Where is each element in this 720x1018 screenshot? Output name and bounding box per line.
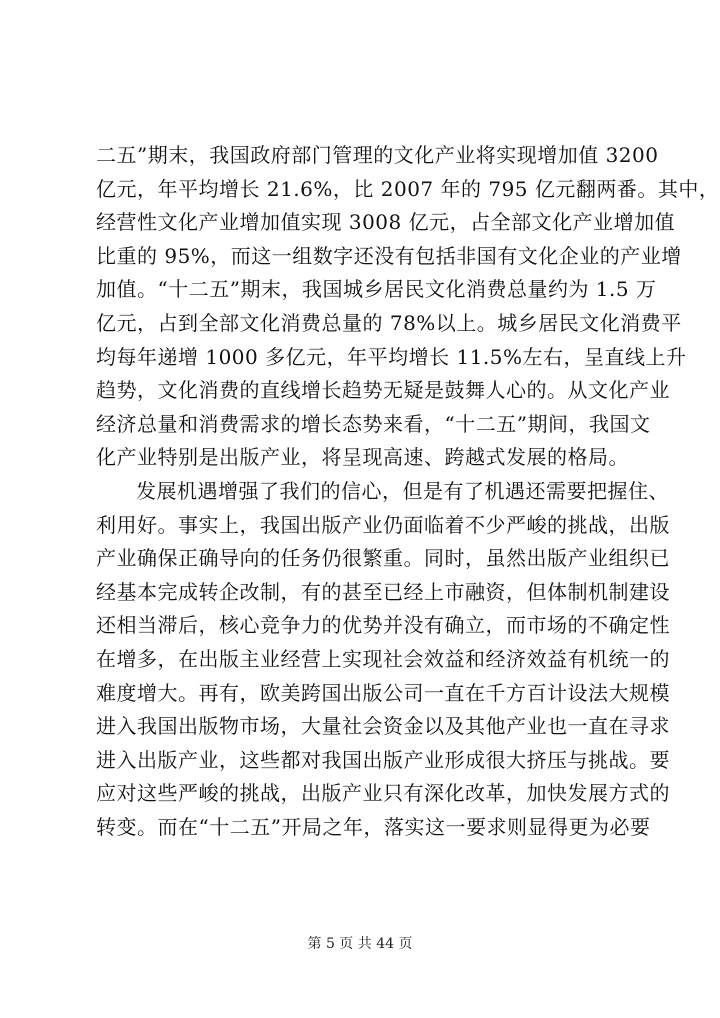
text-line: 经营性文化产业增加值实现 3008 亿元，占全部文化产业增加值 [96, 210, 676, 235]
text-line: 经济总量和消费需求的增长态势来看，“十二五”期间，我国文 [96, 411, 651, 436]
text-line: 产业确保正确导向的任务仍很繁重。同时，虽然出版产业组织已 [96, 546, 670, 571]
text-line: 进入我国出版物市场，大量社会资金以及其他产业也一直在寻求 [96, 714, 670, 739]
body-text [96, 139, 720, 844]
text-line: 转变。而在“十二五”开局之年，落实这一要求则显得更为必要 [96, 814, 651, 839]
text-line: 亿元，年平均增长 21.6%，比 2007 年的 795 亿元翻两番。其中， [96, 176, 720, 201]
text-line: 亿元，占到全部文化消费总量的 78%以上。城乡居民文化消费平 [96, 310, 682, 335]
text-line: 经基本完成转企改制，有的甚至已经上市融资，但体制机制建设 [96, 579, 670, 604]
text-line: 进入出版产业，这些都对我国出版产业形成很大挤压与挑战。要 [96, 747, 670, 772]
text-line: 化产业特别是出版产业，将呈现高速、跨越式发展的格局。 [96, 445, 629, 470]
text-line: 还相当滞后，核心竞争力的优势并没有确立，而市场的不确定性 [96, 613, 670, 638]
text-line: 应对这些严峻的挑战，出版产业只有深化改革，加快发展方式的 [96, 781, 670, 806]
text-line: 难度增大。再有，欧美跨国出版公司一直在千方百计设法大规模 [96, 680, 670, 705]
text-line: 二五”期末，我国政府部门管理的文化产业将实现增加值 3200 [96, 143, 659, 167]
page-number-footer: 第 5 页 共 44 页 [307, 936, 413, 952]
text-line: 在增多，在出版主业经营上实现社会效益和经济效益有机统一的 [96, 646, 670, 671]
text-line: 利用好。事实上，我国出版产业仍面临着不少严峻的挑战，出版 [96, 512, 670, 537]
text-line: 加值。“十二五”期末，我国城乡居民文化消费总量约为 1.5 万 [96, 277, 657, 302]
text-line: 比重的 95%，而这一组数字还没有包括非国有文化企业的产业增 [96, 243, 682, 268]
text-line: 均每年递增 1000 多亿元，年平均增长 11.5%左右，呈直线上升 [96, 344, 687, 369]
text-line: 趋势，文化消费的直线增长趋势无疑是鼓舞人心的。从文化产业 [96, 378, 670, 403]
text-line-indented: 发展机遇增强了我们的信心，但是有了机遇还需要把握住、 [136, 478, 669, 503]
